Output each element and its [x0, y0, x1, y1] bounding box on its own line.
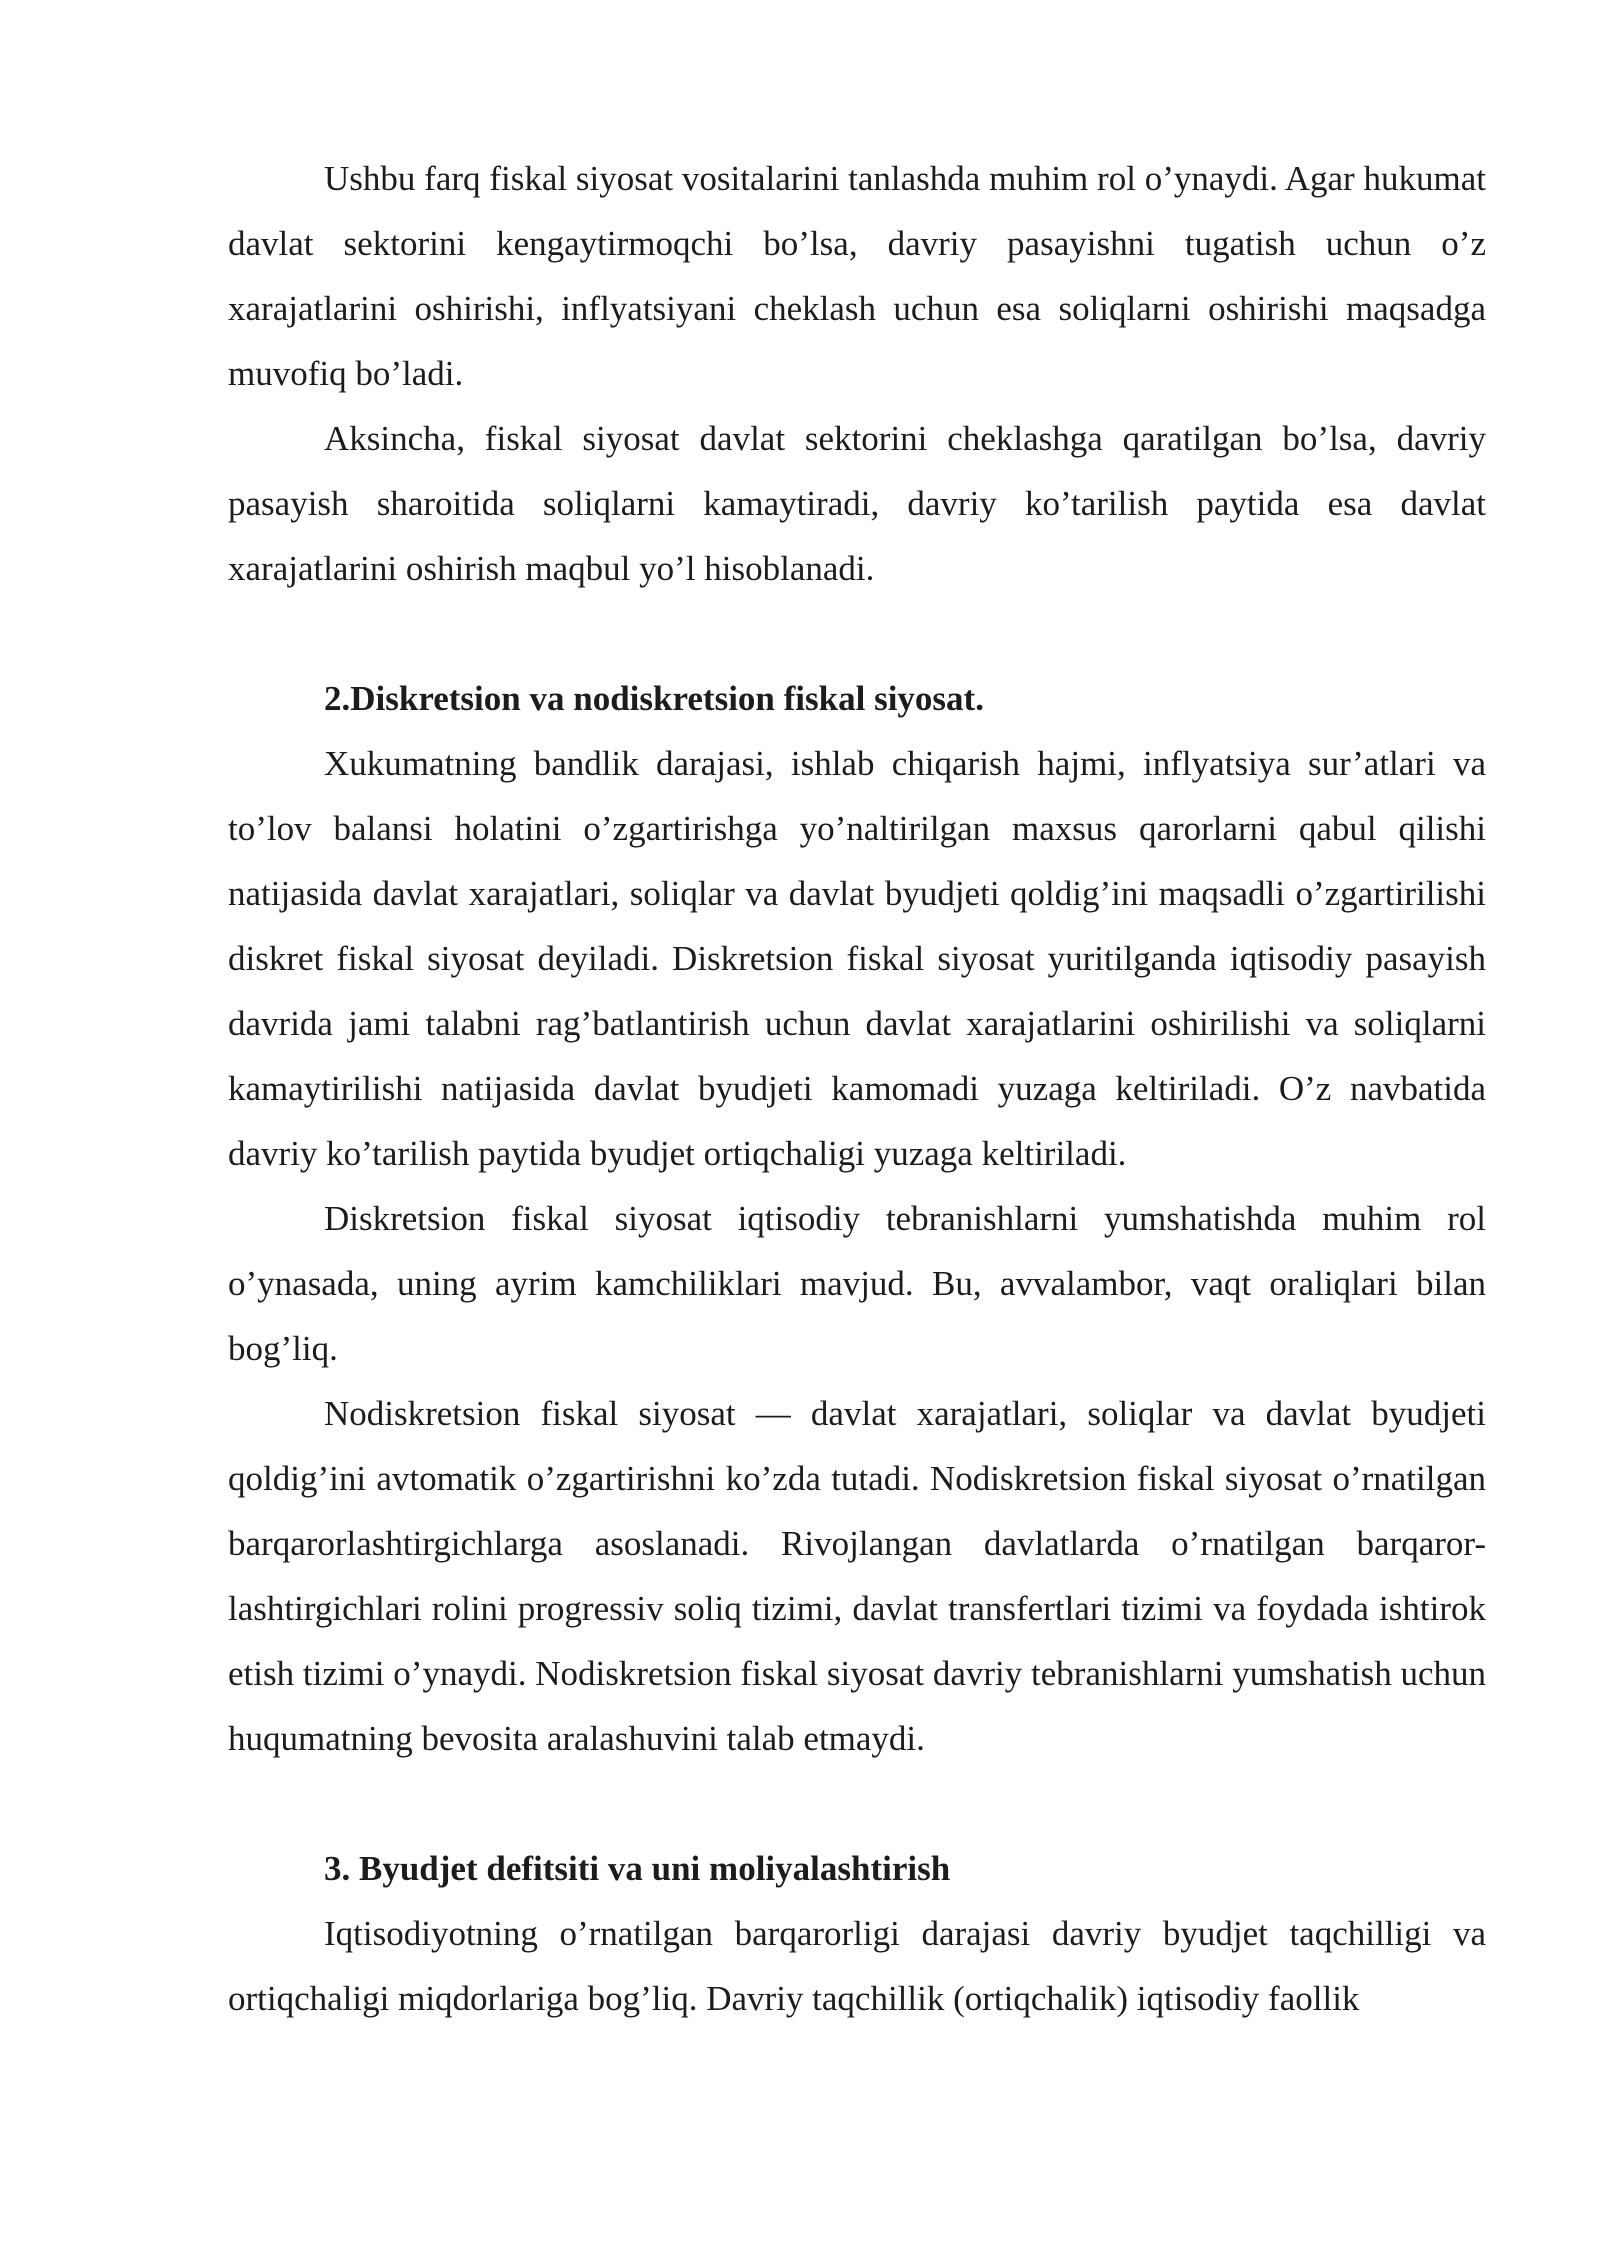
paragraph-fiscal-tools: Ushbu farq fiskal siyosat vositalarini tanlashda muhim rol o’ynaydi. Agar hukumat davlat sektorini kengaytirmoqchi bo’lsa, davriy pasayishni tugatish uchun o’z xarajatlarini oshirishi, inflyatsiyani cheklash uchun esa soliqlarni oshirishi maqsadga muvofiq bo’ladi.: [228, 159, 1486, 393]
paragraph-nondiscretionary: Nodiskretsion fiskal siyosat — davlat xarajatlari, soliqlar va davlat byudjeti qoldig’ini avtomatik o’zgartirishni ko’zda tutadi. Nodiskretsion fiskal siyosat o’rnatilgan barqarorlashtirgichlarga asoslanadi. Rivojlangan davlatlarda o’rnatilgan barqaror-lashtirgichlari rolini progressiv soliq tizimi, davlat transfertlari tizimi va foydada ishtirok etish tizimi o’ynaydi. Nodiskretsion fiskal siyosat davriy tebranishlarni yumshatish uchun huqumatning bevosita aralashuvini talab etmaydi.: [228, 1394, 1486, 1758]
paragraph-stability-level: Iqtisodiyotning o’rnatilgan barqarorligi darajasi davriy byudjet taqchilligi va ortiqchaligi miqdorlariga bog’liq. Davriy taqchillik (ortiqchalik) iqtisodiy faollik: [228, 1914, 1486, 2018]
section-spacer: [228, 601, 1486, 666]
paragraph-restricting-sector: Aksincha, fiskal siyosat davlat sektorini cheklashga qaratilgan bo’lsa, davriy pasayish sharoitida soliqlarni kamaytiradi, davriy ko’tarilish paytida esa davlat xarajatlarini oshirish maqbul yo’l hisoblanadi.: [228, 419, 1486, 588]
section-heading-budget-deficit: 3. Byudjet defitsiti va uni moliyalashtirish: [324, 1849, 951, 1888]
paragraph-discretionary-drawbacks: Diskretsion fiskal siyosat iqtisodiy tebranishlarni yumshatishda muhim rol o’ynasada, uning ayrim kamchiliklari mavjud. Bu, avvalambor, vaqt oraliqlari bilan bog’liq.: [228, 1199, 1486, 1368]
section-spacer: [228, 1771, 1486, 1836]
paragraph-discrete-definition: Xukumatning bandlik darajasi, ishlab chiqarish hajmi, inflyatsiya sur’atlari va to’lov balansi holatini o’zgartirishga yo’naltirilgan maxsus qarorlarni qabul qilishi natijasida davlat xarajatlari, soliqlar va davlat byudjeti qoldig’ini maqsadli o’zgartirilishi diskret fiskal siyosat deyiladi. Diskretsion fiskal siyosat yuritilganda iqtisodiy pasayish davrida jami talabni rag’batlantirish uchun davlat xarajatlarini oshirilishi va soliqlarni kamaytirilishi natijasida davlat byudjeti kamomadi yuzaga keltiriladi. O’z navbatida davriy ko’tarilish paytida byudjet ortiqchaligi yuzaga keltiriladi.: [228, 744, 1486, 1173]
section-heading-discretionary: 2.Diskretsion va nodiskretsion fiskal siyosat.: [324, 679, 984, 718]
document-body: [228, 146, 1486, 2031]
